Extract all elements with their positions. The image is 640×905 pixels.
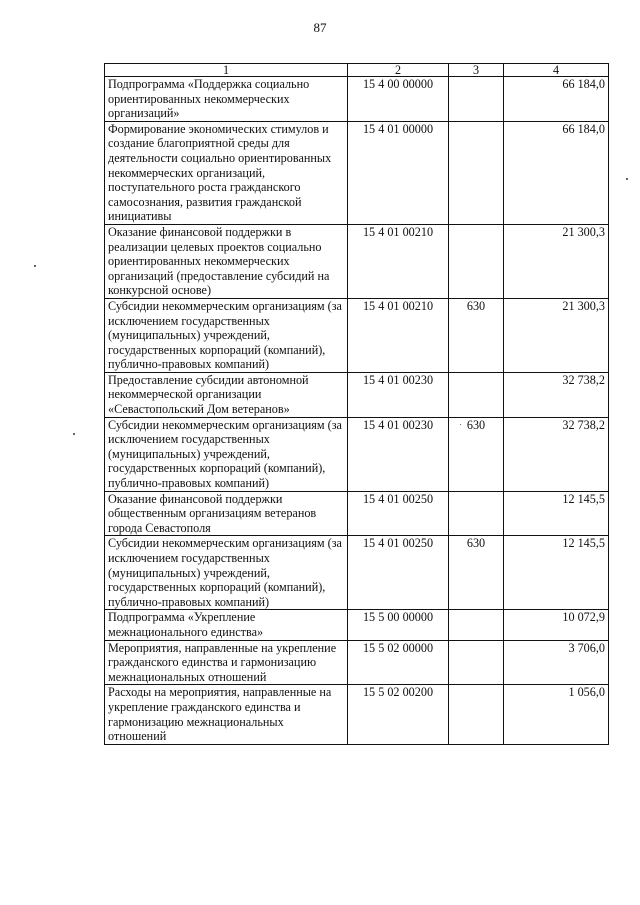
page-number: 87: [313, 20, 327, 35]
row-amount: 12 145,5: [504, 491, 609, 536]
row-code: 15 4 01 00230: [348, 372, 449, 417]
header-col-3: 3: [449, 64, 504, 77]
row-amount: 32 738,2: [504, 372, 609, 417]
row-name: Формирование экономических стимулов и создание благоприятной среды для деятельности социально ориентированных некоммерческих организаций, поступательного роста гражданского самосознания, развития гражданской инициативы: [105, 121, 348, 224]
row-amount: 12 145,5: [504, 536, 609, 610]
row-type: [449, 121, 504, 224]
table-row: [105, 372, 609, 417]
row-amount: 21 300,3: [504, 298, 609, 372]
row-name: Предоставление субсидии автономной некоммерческой организации «Севастопольский Дом ветеранов»: [105, 372, 348, 417]
table-row: [105, 640, 609, 685]
row-amount: 3 706,0: [504, 640, 609, 685]
scan-speck: [73, 433, 75, 435]
table-row: [105, 417, 609, 491]
table-row: [105, 610, 609, 640]
table-row: [105, 298, 609, 372]
row-amount: 10 072,9: [504, 610, 609, 640]
row-type: 630: [449, 536, 504, 610]
row-type: 630: [449, 298, 504, 372]
header-col-4: 4: [504, 64, 609, 77]
row-name: Субсидии некоммерческим организациям (за исключением государственных (муниципальных) учреждений, государственных корпораций (компаний), публично-правовых компаний): [105, 417, 348, 491]
scan-speck: [34, 265, 36, 267]
row-code: 15 4 01 00230: [348, 417, 449, 491]
row-amount: 32 738,2: [504, 417, 609, 491]
row-name: Оказание финансовой поддержки в реализации целевых проектов социально ориентированных некоммерческих организаций (предоставление субсидий на конкурсной основе): [105, 224, 348, 298]
scan-speck: [626, 178, 628, 180]
row-name: Субсидии некоммерческим организациям (за исключением государственных (муниципальных) учреждений, государственных корпораций (компаний), публично-правовых компаний): [105, 536, 348, 610]
row-code: 15 4 01 00210: [348, 298, 449, 372]
budget-table: [104, 63, 609, 745]
table-header-row: [105, 64, 609, 77]
row-type: [449, 685, 504, 744]
table-row: [105, 536, 609, 610]
row-type: [449, 372, 504, 417]
row-type: [449, 491, 504, 536]
row-name: Подпрограмма «Укрепление межнационального единства»: [105, 610, 348, 640]
row-amount: 21 300,3: [504, 224, 609, 298]
row-code: 15 4 01 00250: [348, 536, 449, 610]
row-code: 15 5 00 00000: [348, 610, 449, 640]
table-row: [105, 685, 609, 744]
row-name: Оказание финансовой поддержки общественным организациям ветеранов города Севастополя: [105, 491, 348, 536]
scan-speck: [460, 424, 461, 425]
row-amount: 66 184,0: [504, 77, 609, 122]
row-type: [449, 77, 504, 122]
header-col-2: 2: [348, 64, 449, 77]
row-type: [449, 610, 504, 640]
row-type: 630: [449, 417, 504, 491]
row-name: Мероприятия, направленные на укрепление гражданского единства и гармонизацию межнациональных отношений: [105, 640, 348, 685]
row-type: [449, 224, 504, 298]
row-code: 15 5 02 00200: [348, 685, 449, 744]
row-type: [449, 640, 504, 685]
row-code: 15 4 01 00210: [348, 224, 449, 298]
table-row: [105, 77, 609, 122]
row-name: Субсидии некоммерческим организациям (за исключением государственных (муниципальных) учреждений, государственных корпораций (компаний), публично-правовых компаний): [105, 298, 348, 372]
row-name: Подпрограмма «Поддержка социально ориентированных некоммерческих организаций»: [105, 77, 348, 122]
row-amount: 66 184,0: [504, 121, 609, 224]
row-code: 15 5 02 00000: [348, 640, 449, 685]
row-amount: 1 056,0: [504, 685, 609, 744]
row-name: Расходы на мероприятия, направленные на укрепление гражданского единства и гармонизацию межнациональных отношений: [105, 685, 348, 744]
row-code: 15 4 00 00000: [348, 77, 449, 122]
table-row: [105, 224, 609, 298]
table-row: [105, 491, 609, 536]
row-code: 15 4 01 00000: [348, 121, 449, 224]
table-row: [105, 121, 609, 224]
header-col-1: 1: [105, 64, 348, 77]
row-code: 15 4 01 00250: [348, 491, 449, 536]
